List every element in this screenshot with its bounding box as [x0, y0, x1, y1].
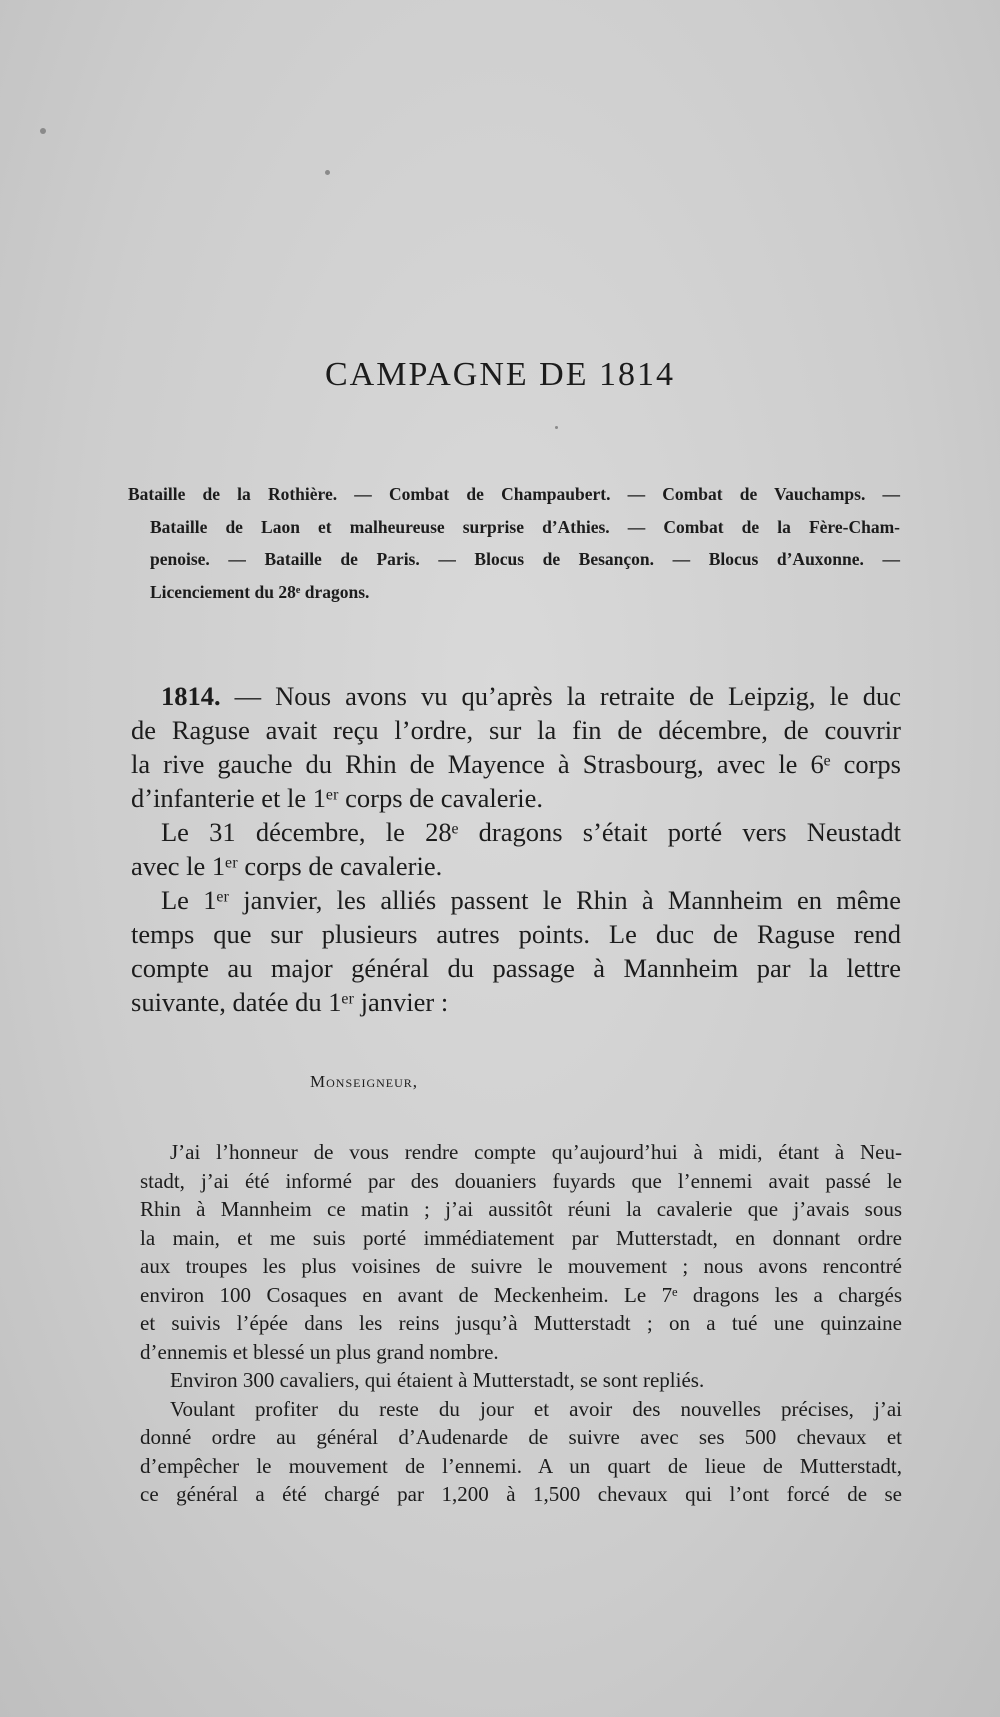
letter-line: d’ennemis et blessé un plus grand nombre.: [140, 1339, 499, 1364]
paper-speck: [555, 426, 558, 429]
summary-line: Bataille de la Rothière. — Combat de Champaubert. — Combat de Vauchamps. —: [128, 484, 900, 504]
text-line: d’infanterie et le 1ᵉʳ corps de cavalerie.: [131, 783, 544, 813]
text-line: compte au major général du passage à Mannheim par la lettre: [131, 953, 901, 983]
letter-salutation: Monseigneur,: [310, 1072, 419, 1091]
letter-line: Voulant profiter du reste du jour et avoir des nouvelles précises, j’ai: [170, 1396, 902, 1421]
letter-line: et suivis l’épée dans les reins jusqu’à Mutterstadt ; on a tué une quinzaine: [140, 1311, 902, 1335]
chapter-summary: [128, 478, 900, 608]
letter-line: la main, et me suis porté immédiatement par Mutterstadt, en donnant ordre: [140, 1225, 902, 1250]
paper-speck: [325, 170, 330, 175]
text-line: de Raguse avait reçu l’ordre, sur la fin de décembre, de couvrir: [131, 715, 901, 745]
letter-line: Environ 300 cavaliers, qui étaient à Mutterstadt, se sont repliés.: [170, 1368, 705, 1392]
text-line: avec le 1ᵉʳ corps de cavalerie.: [131, 851, 443, 881]
paper-speck: [40, 128, 46, 134]
letter-line: Rhin à Mannheim ce matin ; j’ai aussitôt réuni la cavalerie que j’avais sous: [140, 1197, 902, 1221]
text-line: Le 31 décembre, le 28ᵉ dragons s’était porté vers Neustadt: [161, 817, 901, 847]
letter-line: environ 100 Cosaques en avant de Meckenheim. Le 7ᵉ dragons les a chargés: [140, 1282, 902, 1307]
quoted-letter: [140, 1138, 902, 1509]
main-text: [131, 679, 901, 1019]
paragraph: [131, 883, 901, 1019]
text-line: temps que sur plusieurs autres points. Le duc de Raguse rend: [131, 919, 901, 949]
letter-paragraph: [140, 1366, 902, 1395]
letter-line: ce général a été chargé par 1,200 à 1,500 chevaux qui l’ont forcé de se: [140, 1482, 902, 1506]
letter-paragraph: [140, 1395, 902, 1509]
letter-line: stadt, j’ai été informé par des douaniers fuyards que l’ennemi avait passé le: [140, 1168, 902, 1193]
paragraph: [131, 815, 901, 883]
year-lead: 1814.: [161, 681, 221, 711]
letter-line: J’ai l’honneur de vous rendre compte qu’aujourd’hui à midi, étant à Neu-: [170, 1140, 902, 1164]
summary-line: penoise. — Bataille de Paris. — Blocus de Besançon. — Blocus d’Auxonne. —: [150, 549, 900, 569]
text-line: suivante, datée du 1ᵉʳ janvier :: [131, 987, 449, 1017]
text-line: Le 1ᵉʳ janvier, les alliés passent le Rhin à Mannheim en même: [161, 885, 901, 915]
chapter-title: CAMPAGNE DE 1814: [324, 356, 675, 393]
letter-paragraph: [140, 1138, 902, 1366]
paragraph: [131, 679, 901, 815]
summary-line: Bataille de Laon et malheureuse surprise d’Athies. — Combat de la Fère-Cham-: [150, 516, 900, 537]
text-line: 1814. — Nous avons vu qu’après la retraite de Leipzig, le duc: [161, 681, 901, 711]
letter-line: aux troupes les plus voisines de suivre le mouvement ; nous avons rencontré: [140, 1254, 902, 1278]
summary-line: Licenciement du 28ᵉ dragons.: [150, 581, 370, 602]
letter-line: donné ordre au général d’Audenarde de suivre avec ses 500 chevaux et: [140, 1425, 902, 1449]
letter-line: d’empêcher le mouvement de l’ennemi. A un quart de lieue de Mutterstadt,: [140, 1453, 902, 1478]
text-line: la rive gauche du Rhin de Mayence à Strasbourg, avec le 6ᵉ corps: [131, 749, 901, 779]
